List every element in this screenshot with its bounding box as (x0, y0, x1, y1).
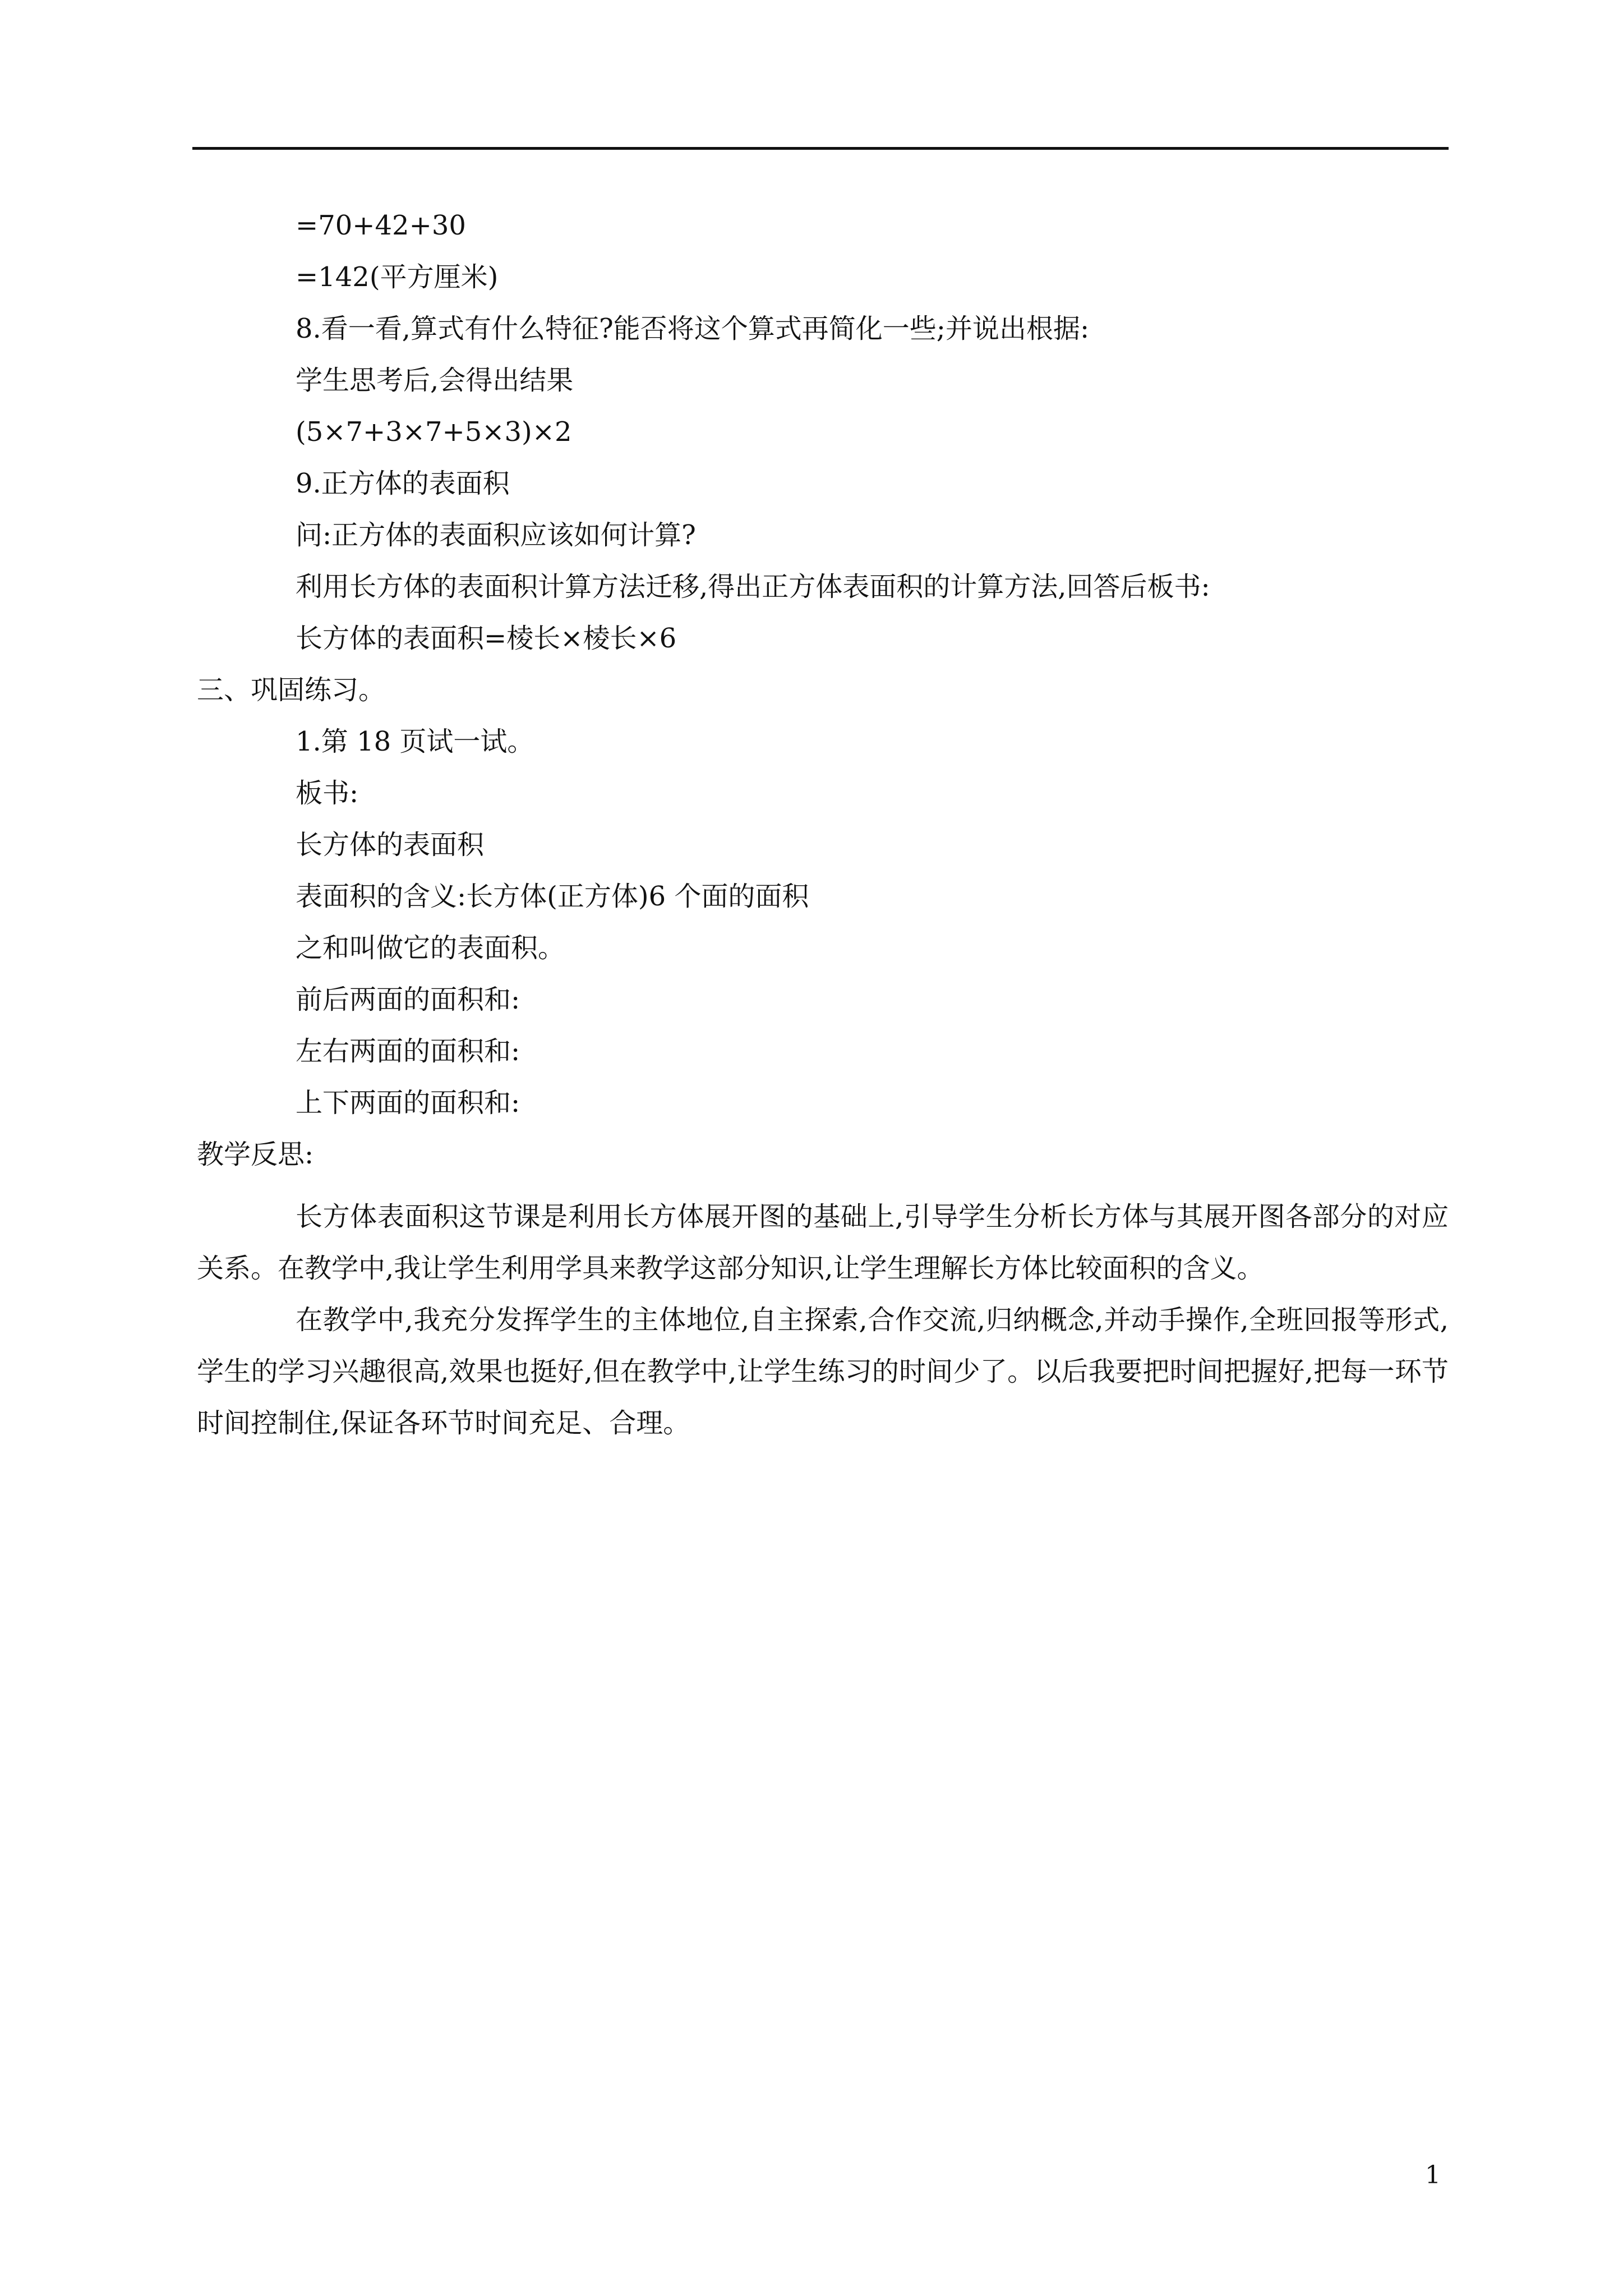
header-rule (192, 147, 1449, 150)
step-8: 8.看一看,算式有什么特征?能否将这个算式再简化一些;并说出根据: (296, 313, 1090, 344)
text-line: 学生思考后,会得出结果 (296, 365, 574, 396)
question-line: 问:正方体的表面积应该如何计算? (296, 519, 696, 551)
board-line: 表面积的含义:长方体(正方体)6 个面的面积 (296, 881, 809, 912)
section-heading: 三、巩固练习。 (197, 674, 386, 706)
board-line: 上下两面的面积和: (296, 1087, 520, 1119)
document-body (197, 210, 1449, 1449)
board-line: 左右两面的面积和: (296, 1036, 520, 1067)
formula-line: (5×7+3×7+5×3)×2 (296, 416, 572, 448)
board-line: 长方体的表面积 (296, 829, 485, 861)
equation-line: =70+42+30 (296, 210, 466, 241)
reflection-paragraph: 长方体表面积这节课是利用长方体展开图的基础上,引导学生分析长方体与其展开图各部分的对应关系。在教学中,我让学生利用学具来教学这部分知识,让学生理解长方体比较面积的含义。 (197, 1201, 1449, 1284)
text-line: 利用长方体的表面积计算方法迁移,得出正方体表面积的计算方法,回答后板书: (296, 571, 1210, 602)
exercise-item: 1.第 18 页试一试。 (296, 726, 534, 757)
board-line: 前后两面的面积和: (296, 984, 520, 1015)
reflection-paragraph: 在教学中,我充分发挥学生的主体地位,自主探索,合作交流,归纳概念,并动手操作,全班回报等形式,学生的学习兴趣很高,效果也挺好,但在教学中,让学生练习的时间少了。以后我要把时间把握好,把每一环节时间控制住,保证各环节时间充足、合理。 (197, 1304, 1449, 1439)
board-label: 板书: (296, 777, 359, 809)
equation-result: =142(平方厘米) (296, 261, 499, 293)
board-line: 之和叫做它的表面积。 (296, 932, 565, 964)
step-9: 9.正方体的表面积 (296, 468, 510, 499)
reflection-heading: 教学反思: (197, 1139, 314, 1170)
cube-formula: 长方体的表面积=棱长×棱长×6 (296, 623, 677, 654)
page-number: 1 (1425, 2161, 1441, 2189)
